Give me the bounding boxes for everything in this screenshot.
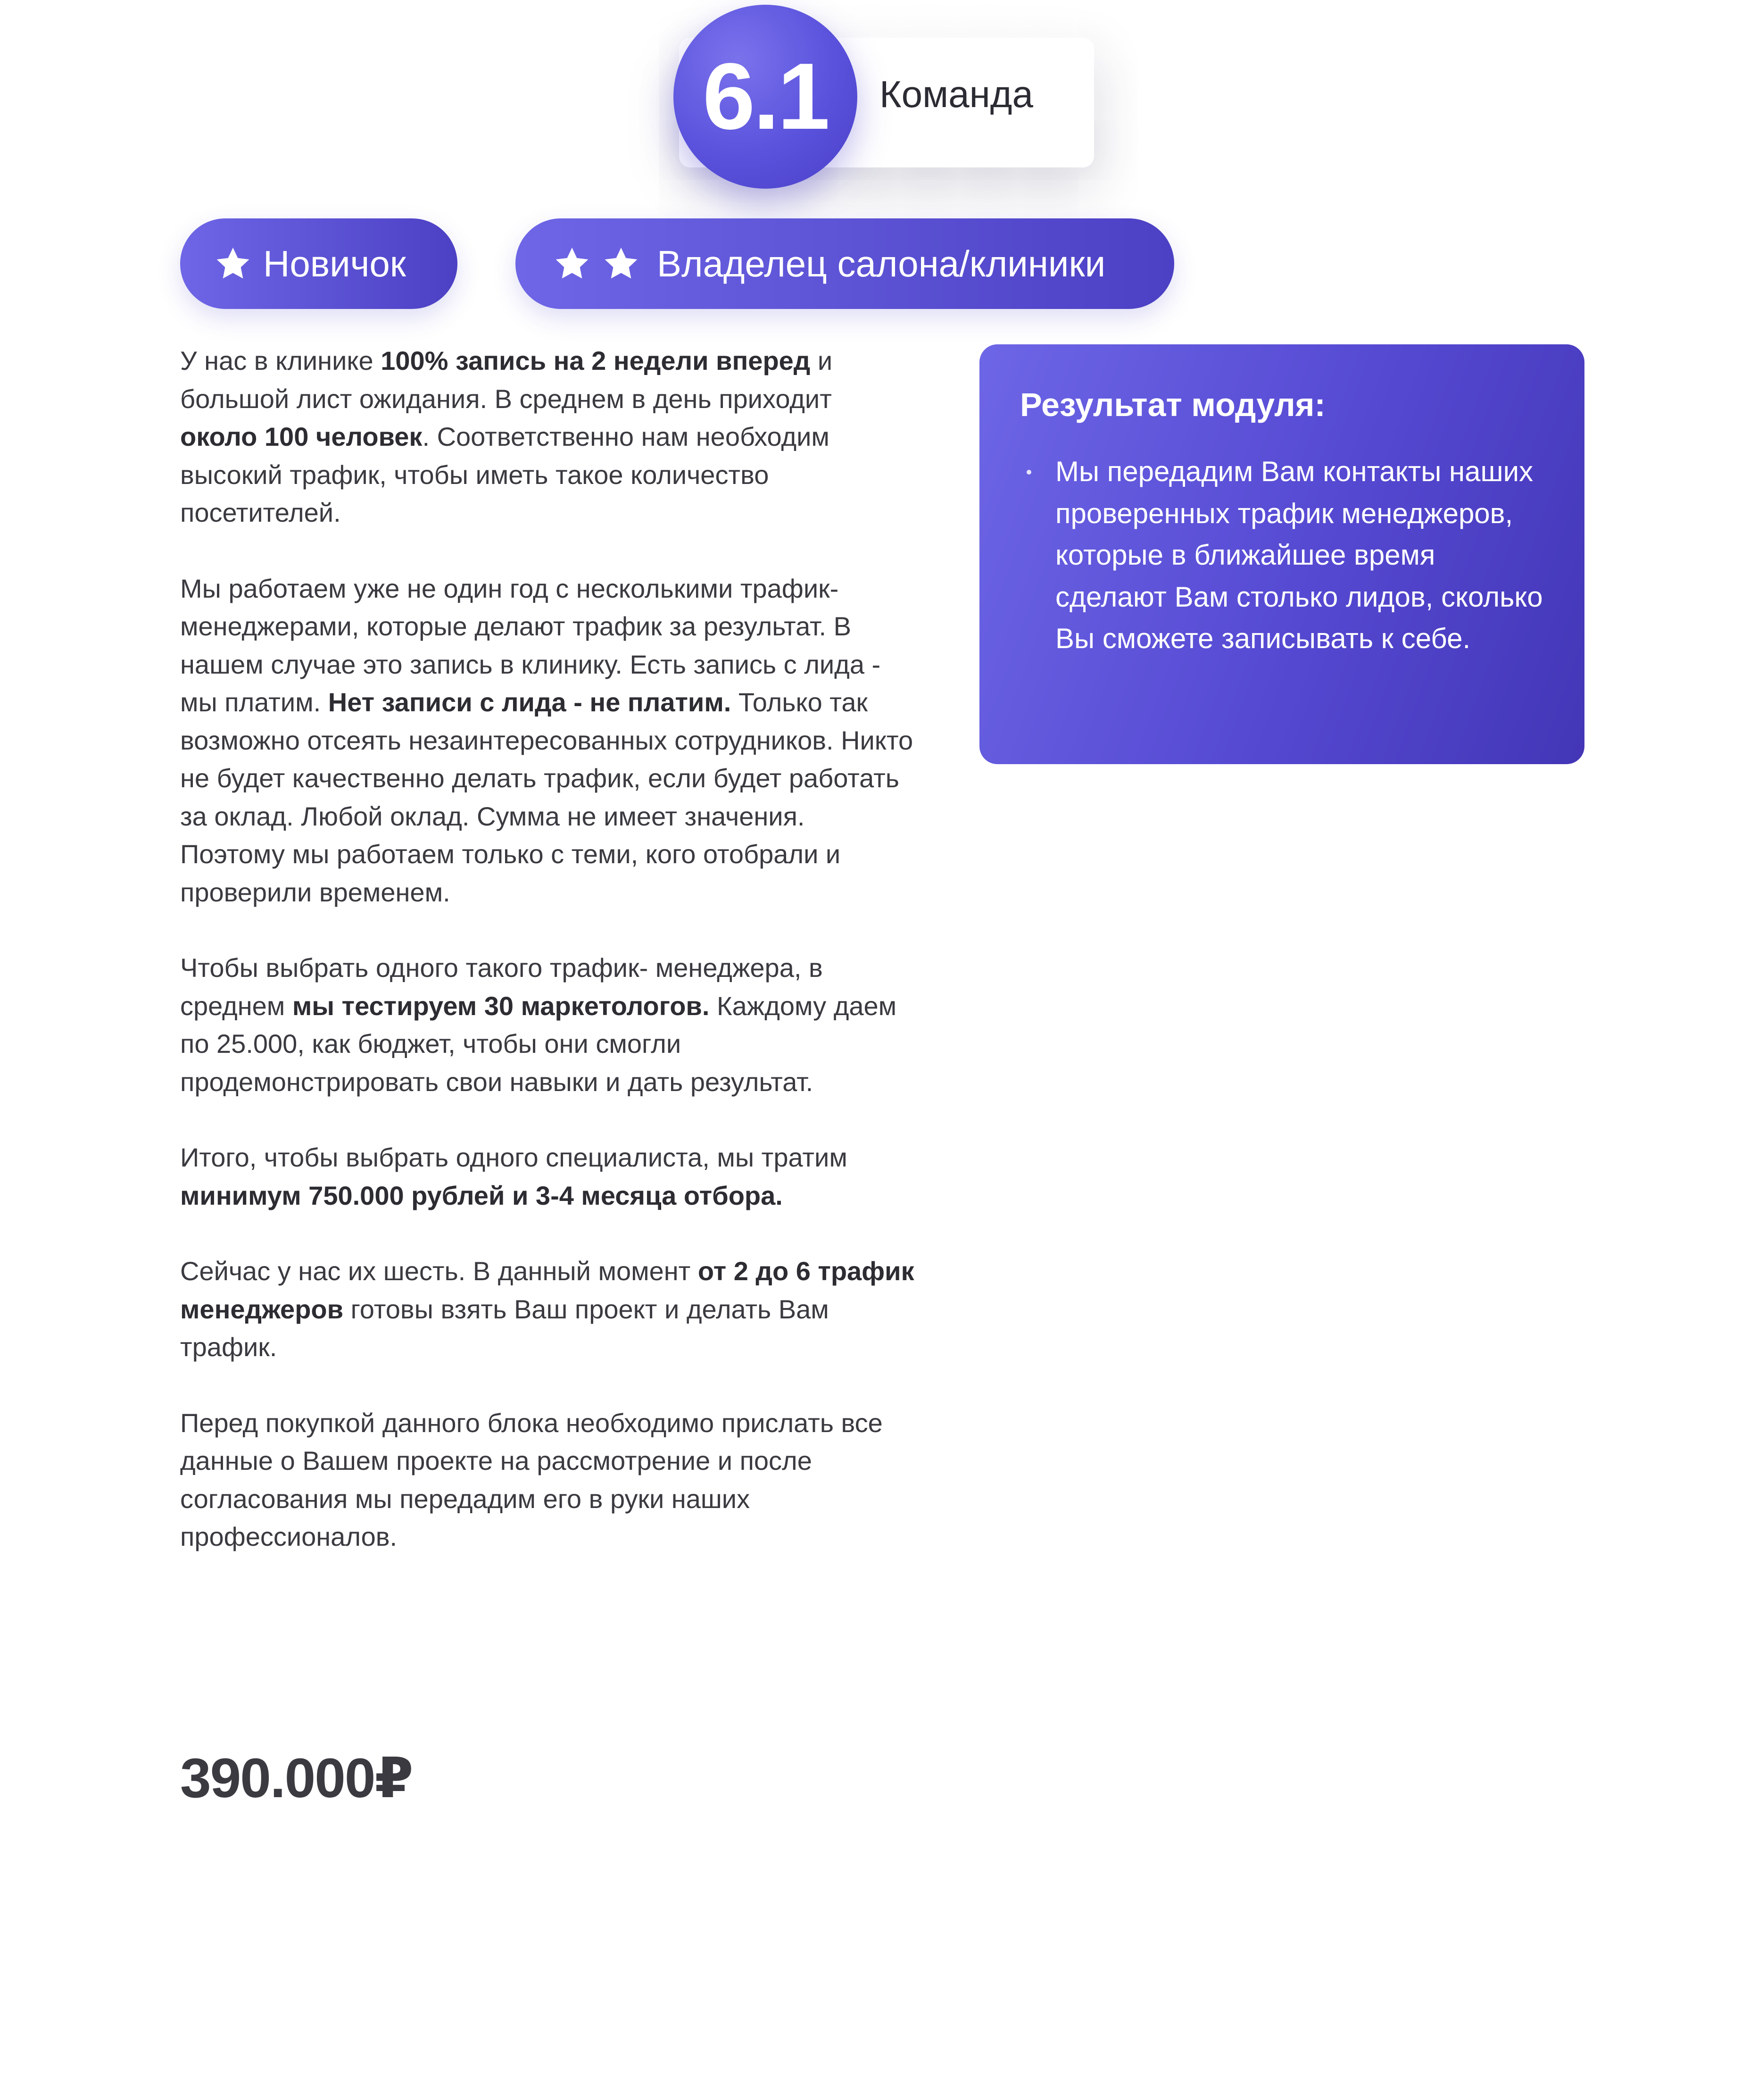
level-badge-owner [515,218,1174,309]
description-paragraph [180,1139,916,1215]
text-span: Только так возможно отсеять незаинтересованных сотрудников. Никто не будет качественно делать трафик, если будет работать за оклад. Любой оклад. Сумма не имеет значения. Поэтому мы работаем только с теми, кого отобрали и проверили временем. [180,687,913,907]
description-paragraph [180,1404,916,1556]
result-list [1020,451,1543,660]
text-span: готовы взять Ваш проект и делать Вам трафик. [180,1294,829,1362]
result-item: Мы передадим Вам контакты наших проверенных трафик менеджеров, которые в ближайшее время сделают Вам столько лидов, сколько Вы сможете записывать к себе. [1020,451,1543,660]
text-bold: Нет записи с лида - не платим. [328,687,731,717]
module-title: Команда [879,73,1033,115]
level-label: Новичок [263,242,406,284]
text-span: и большой лист ожидания. В среднем в день приходит [180,346,833,414]
text-span: Перед покупкой данного блока необходимо прислать все данные о Вашем проекте на рассмотрение и после согласования мы передадим его в руки наших профессионалов. [180,1408,883,1551]
text-span: У нас в клинике [180,346,381,375]
description-paragraph [180,949,916,1101]
text-span: Чтобы выбрать одного такого трафик- менеджера, в среднем [180,953,823,1021]
module-description [180,342,916,1594]
result-title: Результат модуля: [1020,386,1326,423]
description-paragraph [180,342,916,532]
module-number-badge: 6.1 [673,5,857,189]
text-bold: 100% запись на 2 недели вперед [381,346,811,375]
text-span: Сейчас у нас их шесть. В данный момент [180,1256,698,1286]
module-price: 390.000₽ [180,1747,413,1809]
text-span: . Соответственно нам необходим высокий трафик, чтобы иметь такое количество посетителей. [180,422,829,527]
text-bold: от 2 до 6 трафик менеджеров [180,1256,914,1324]
level-badge-beginner [180,218,457,309]
text-bold: мы тестируем 30 маркетологов. [292,991,710,1021]
star-icon [602,245,640,283]
text-span: Каждому даем по 25.000, как бюджет, чтобы они смогли продемонстрировать свои навыки и дать результат. [180,991,897,1097]
level-label: Владелец салона/клиники [657,242,1106,284]
description-paragraph [180,1252,916,1367]
description-paragraph [180,570,916,912]
text-bold: около 100 человек [180,422,423,451]
star-icon [214,245,252,283]
module-result-card [979,344,1584,764]
text-span: Итого, чтобы выбрать одного специалиста, мы тратим [180,1142,847,1172]
text-bold: минимум 750.000 рублей и 3-4 месяца отбора. [180,1180,783,1210]
star-icon [553,245,591,283]
text-span: Мы работаем уже не один год с несколькими трафик-менеджерами, которые делают трафик за результат. В нашем случае это запись в клинику. Есть запись с лида - мы платим. [180,573,881,717]
